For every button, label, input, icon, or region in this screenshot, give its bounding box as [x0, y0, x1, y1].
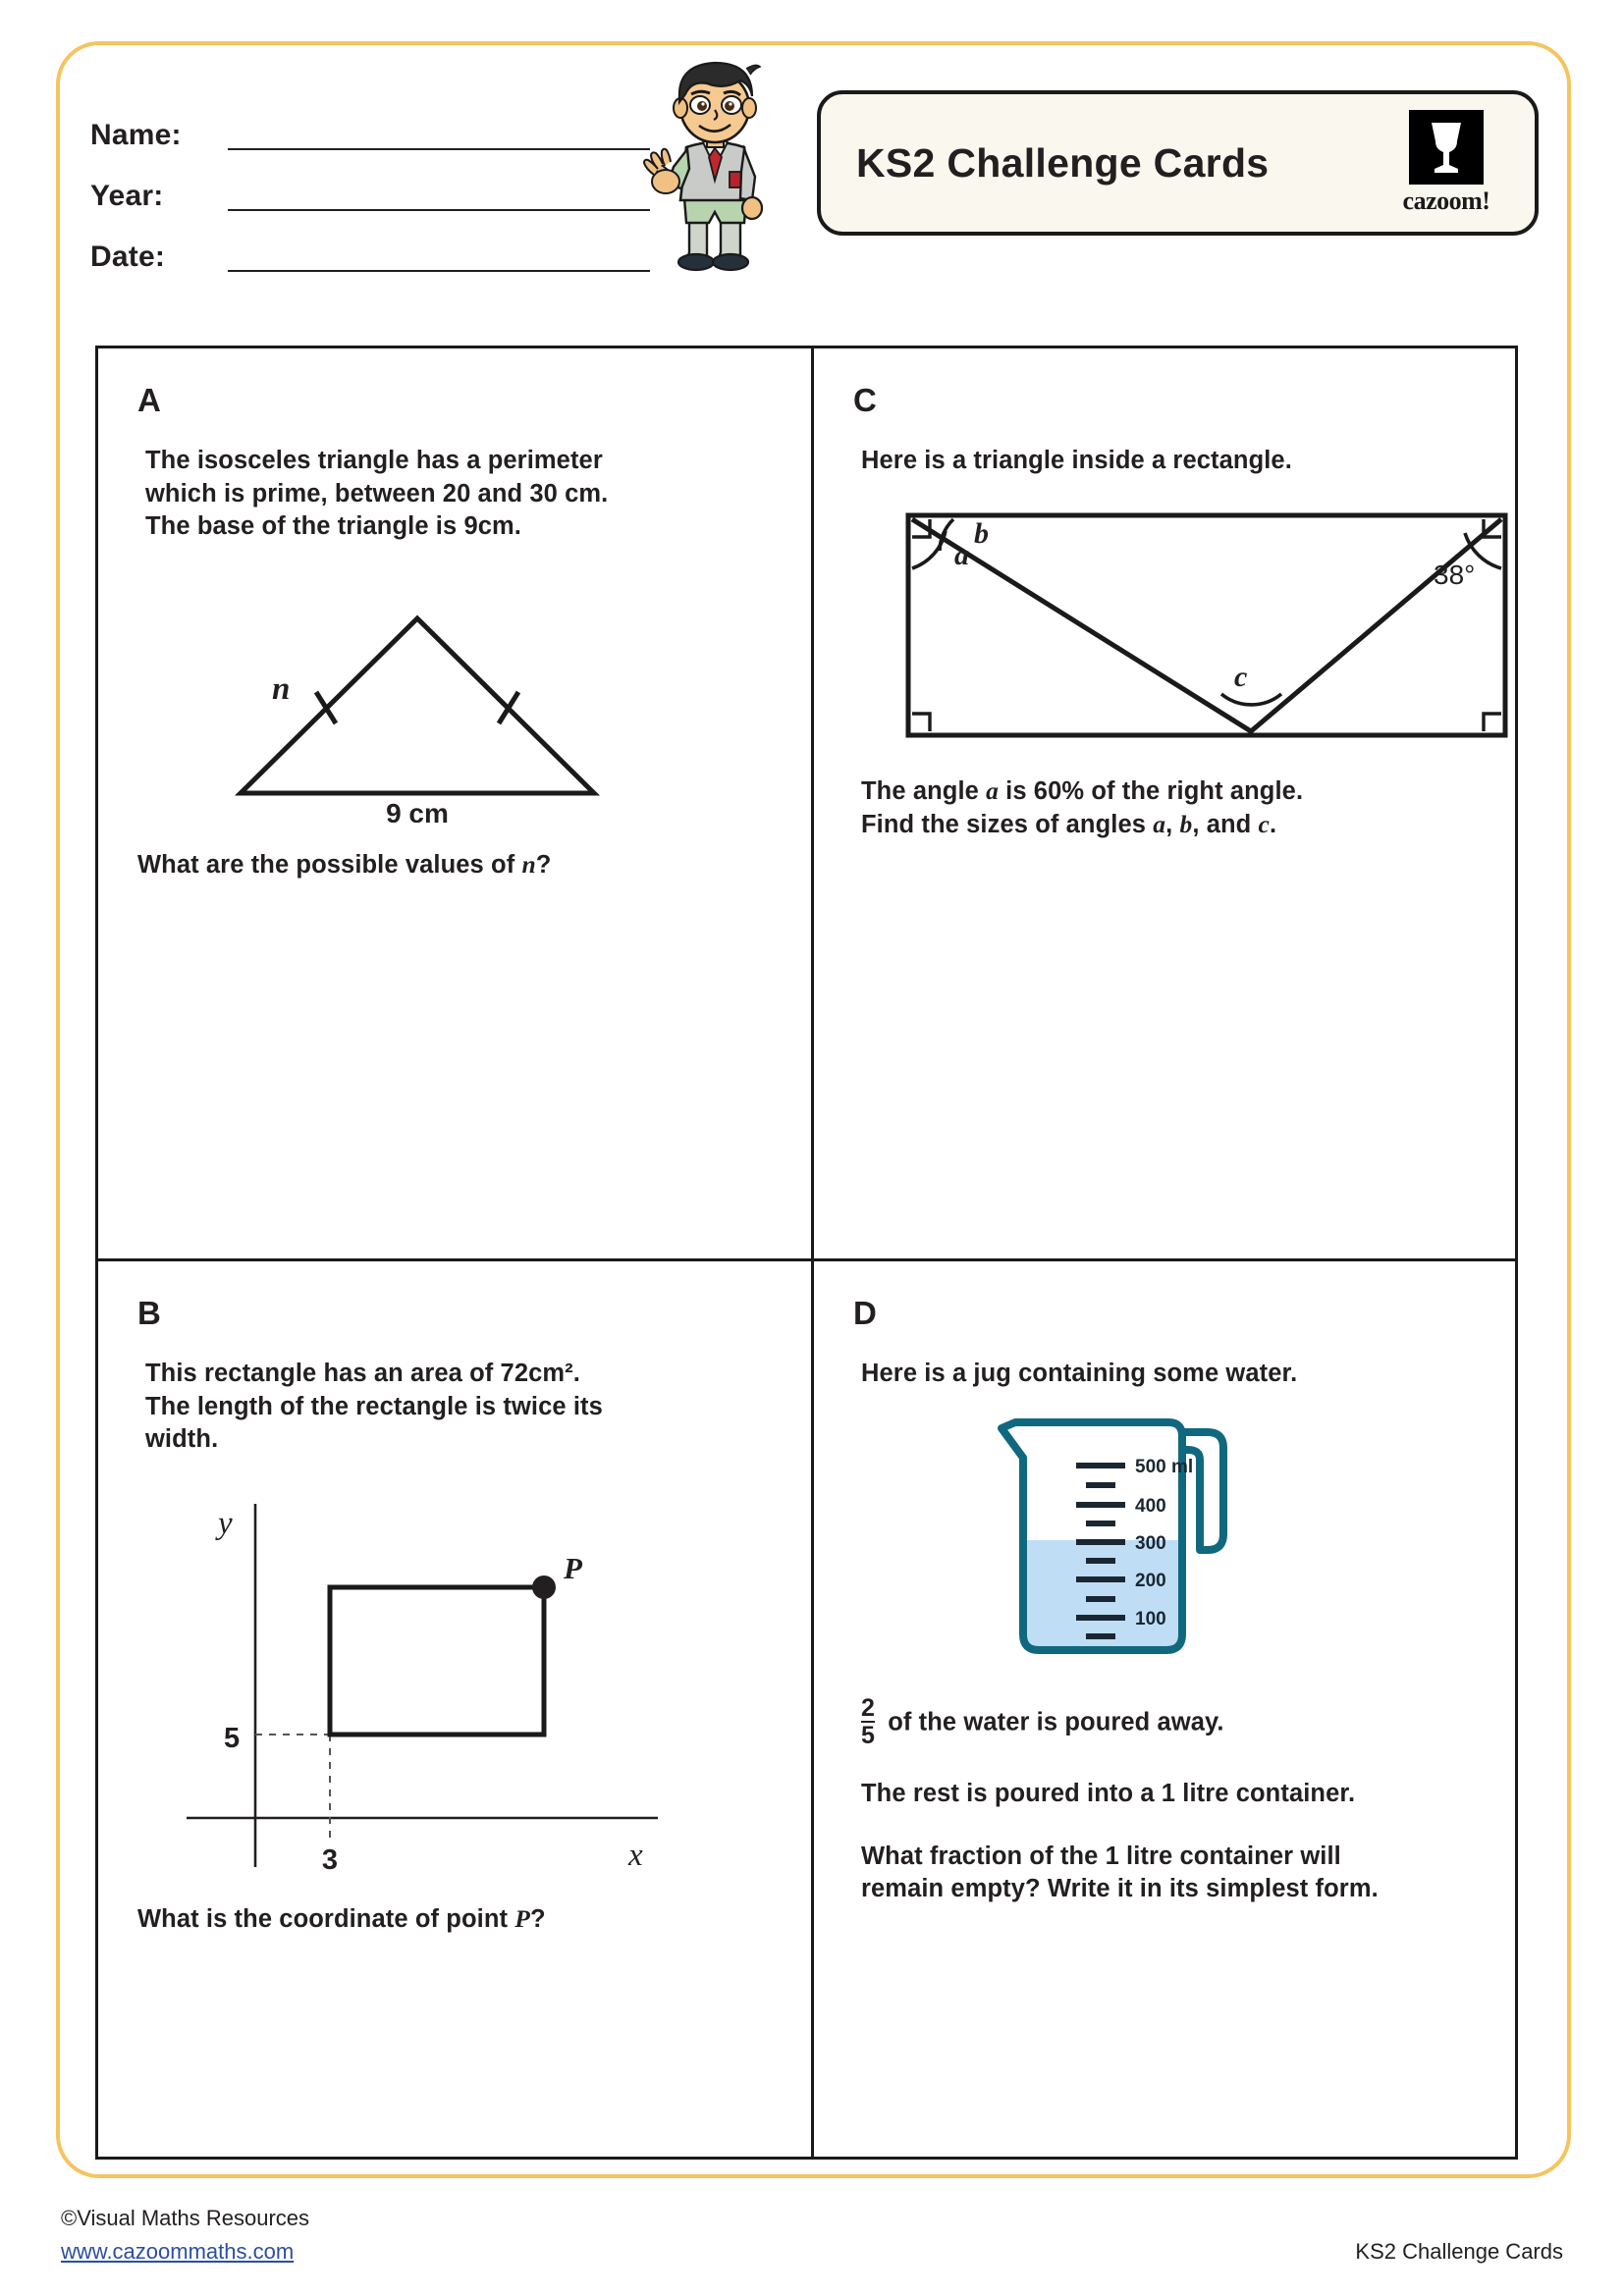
- question-c-intro: Here is a triangle inside a rectangle.: [861, 447, 1292, 474]
- question-a-prompt-post: ?: [535, 850, 552, 879]
- question-c-line-1: [861, 774, 1476, 809]
- triangle-in-rectangle-diagram: [902, 507, 1476, 743]
- question-c-text: [853, 774, 1476, 842]
- x-axis-label: x: [628, 1837, 643, 1873]
- year-input-line[interactable]: [228, 209, 650, 211]
- c-line1-post: is 60% of the right angle.: [998, 776, 1304, 805]
- question-d-intro: Here is a jug containing some water.: [861, 1360, 1298, 1387]
- question-b-prompt-var: P: [514, 1903, 530, 1933]
- jug-label-400: 400: [1135, 1495, 1166, 1517]
- footer-left: [61, 2202, 309, 2269]
- angle-label-b: b: [974, 516, 989, 550]
- year-field-row: [90, 159, 650, 220]
- c-line2-sep1: ,: [1165, 811, 1180, 839]
- fraction-two-fifths: [861, 1695, 875, 1749]
- question-card-c: [814, 348, 1515, 1261]
- angle-label-38: 38°: [1434, 559, 1476, 590]
- question-c-line-2: [861, 808, 1476, 842]
- c-line1-pre: The angle: [861, 776, 987, 805]
- question-a-prompt-var: n: [521, 849, 536, 879]
- question-b-line-2: The length of the rectangle is twice its: [145, 1392, 603, 1420]
- question-letter-c: C: [853, 382, 877, 418]
- c-line2-va: a: [1153, 810, 1166, 839]
- challenge-cards-grid: [95, 346, 1518, 2160]
- question-d-fraction-line: [853, 1695, 1476, 1749]
- jug-label-500: 500 ml: [1135, 1456, 1194, 1477]
- cazoom-wordmark: cazoom!: [1402, 187, 1490, 215]
- y-axis-label: y: [218, 1505, 233, 1541]
- page-title: KS2 Challenge Cards: [856, 139, 1270, 186]
- question-letter-a: A: [137, 382, 161, 418]
- student-info-fields: [90, 98, 650, 281]
- question-d-fraction-text: of the water is poured away.: [881, 1708, 1224, 1736]
- question-card-a: [98, 348, 814, 1261]
- jug-label-300: 300: [1135, 1532, 1166, 1554]
- cazoom-logo: [1393, 110, 1499, 216]
- copyright-text: ©Visual Maths Resources: [61, 2206, 310, 2230]
- triangle-side-label: n: [272, 670, 291, 707]
- point-p-marker: [532, 1575, 556, 1599]
- question-d-line-3: remain empty? Write it in its simplest form.: [861, 1875, 1379, 1903]
- question-b-prompt-pre: What is the coordinate of point: [137, 1904, 515, 1933]
- question-a-line-3: The base of the triangle is 9cm.: [145, 512, 521, 541]
- question-a-line-1: The isosceles triangle has a perimeter: [145, 447, 603, 474]
- cazoom-goblet-icon: [1409, 110, 1484, 185]
- question-b-line-3: width.: [145, 1425, 219, 1454]
- point-p-label: P: [564, 1550, 582, 1585]
- question-b-text: [137, 1358, 772, 1457]
- question-b-line-1: This rectangle has an area of 72cm².: [145, 1360, 580, 1387]
- question-letter-d: D: [853, 1295, 877, 1331]
- worksheet-header: [56, 41, 1571, 326]
- x-tick-label: 3: [321, 1843, 339, 1876]
- question-a-prompt: [137, 848, 772, 882]
- question-d-line-2: What fraction of the 1 litre container will: [861, 1842, 1341, 1870]
- y-tick-label: 5: [224, 1722, 241, 1754]
- fraction-numerator: 2: [861, 1693, 876, 1722]
- jug-label-100: 100: [1135, 1608, 1166, 1629]
- title-banner: [817, 90, 1539, 236]
- jug-label-200: 200: [1135, 1570, 1166, 1591]
- question-card-b: [98, 1261, 814, 2157]
- footer-right-title: KS2 Challenge Cards: [1355, 2239, 1563, 2264]
- question-card-d: [814, 1261, 1515, 2157]
- coordinate-rectangle-diagram: [167, 1484, 772, 1877]
- angle-label-c: c: [1234, 660, 1248, 693]
- question-a-prompt-pre: What are the possible values of: [137, 850, 522, 879]
- question-b-prompt: [137, 1902, 772, 1937]
- name-input-line[interactable]: [228, 148, 650, 150]
- date-label: Date:: [90, 240, 166, 273]
- triangle-base-label: 9 cm: [386, 797, 449, 823]
- c-line2-pre: Find the sizes of angles: [861, 811, 1154, 839]
- date-field-row: [90, 220, 650, 281]
- question-d-final: [853, 1841, 1476, 1906]
- date-input-line[interactable]: [228, 270, 650, 272]
- name-field-row: [90, 98, 650, 159]
- year-label: Year:: [90, 180, 164, 212]
- question-d-line-1: The rest is poured into a 1 litre container.: [861, 1780, 1356, 1808]
- question-letter-b: B: [137, 1295, 161, 1331]
- website-link[interactable]: www.cazoommaths.com: [61, 2239, 295, 2265]
- fraction-denominator: 5: [861, 1721, 876, 1749]
- angle-label-a: a: [954, 538, 969, 571]
- question-a-text: [137, 445, 772, 544]
- c-line1-var: a: [986, 775, 999, 805]
- c-line2-post: .: [1269, 811, 1277, 839]
- c-line2-sep2: , and: [1192, 811, 1259, 839]
- c-line2-vc: c: [1258, 810, 1270, 839]
- question-a-line-2: which is prime, between 20 and 30 cm.: [145, 479, 609, 507]
- isosceles-triangle-diagram: [211, 577, 772, 823]
- c-line2-vb: b: [1179, 810, 1193, 839]
- name-label: Name:: [90, 119, 182, 151]
- measuring-jug-diagram: [996, 1415, 1476, 1670]
- question-b-prompt-post: ?: [529, 1904, 546, 1933]
- waving-schoolboy-icon: [630, 51, 802, 277]
